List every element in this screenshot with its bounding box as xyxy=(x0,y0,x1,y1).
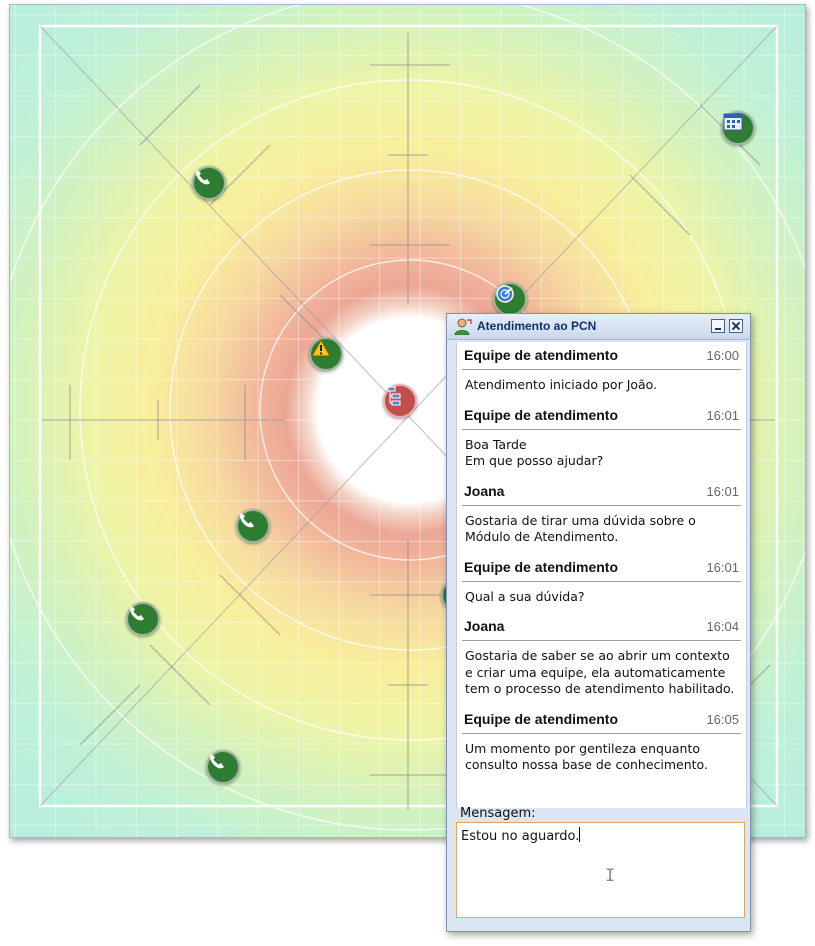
message-text: Boa Tarde Em que posso ajudar? xyxy=(465,436,604,468)
warning-marker[interactable] xyxy=(309,337,343,371)
close-button[interactable] xyxy=(729,319,743,333)
user-support-icon xyxy=(454,318,472,339)
message-sender: Equipe de atendimento xyxy=(464,406,619,423)
message xyxy=(457,554,746,614)
message-header xyxy=(462,342,741,370)
phone-marker-3[interactable] xyxy=(126,602,160,636)
phone-icon xyxy=(238,511,256,529)
phone-icon xyxy=(128,604,146,622)
ibeam-cursor-icon: I xyxy=(605,866,616,886)
message-sender: Equipe de atendimento xyxy=(464,710,619,727)
chat-titlebar[interactable] xyxy=(447,314,750,340)
message-time: 16:04 xyxy=(706,619,739,634)
message-time: 16:01 xyxy=(706,483,739,499)
message-header xyxy=(462,478,741,506)
message-input[interactable] xyxy=(456,822,745,918)
radar-marker[interactable] xyxy=(493,282,527,316)
message-time: 16:05 xyxy=(706,711,739,727)
phone-marker-4[interactable] xyxy=(206,750,240,784)
message xyxy=(457,478,746,554)
message-header xyxy=(462,706,741,734)
phone-marker-1[interactable] xyxy=(192,166,226,200)
chat-title: Atendimento ao PCN xyxy=(477,319,597,333)
message-text: Atendimento iniciado por João. xyxy=(465,377,658,392)
message xyxy=(457,613,746,706)
phone-icon xyxy=(194,168,212,186)
message-list[interactable] xyxy=(456,342,747,808)
message-header xyxy=(462,554,741,582)
message xyxy=(457,706,746,782)
message-sender: Joana xyxy=(464,482,505,499)
message-text: Um momento por gentileza enquanto consulto nossa base de conhecimento. xyxy=(465,740,708,772)
message-text: Qual a sua dúvida? xyxy=(465,588,585,604)
phone-icon xyxy=(208,752,226,770)
message-text: Gostaria de saber se ao abrir um contexto e criar uma equipe, ela automaticamente tem o processo de atendimento habilitado. xyxy=(465,648,735,696)
message-label: Mensagem: xyxy=(460,806,536,821)
message-sender: Joana xyxy=(464,618,505,634)
minimize-button[interactable] xyxy=(711,319,725,333)
radar-icon xyxy=(495,284,515,304)
message-time: 16:01 xyxy=(706,407,739,423)
phone-marker-2[interactable] xyxy=(236,509,270,543)
text-caret xyxy=(579,827,580,842)
message-time: 16:00 xyxy=(706,348,739,363)
message xyxy=(457,342,746,402)
hierarchy-icon xyxy=(385,386,403,406)
warning-icon xyxy=(311,339,331,357)
message-time: 16:01 xyxy=(706,559,739,575)
chat-window[interactable] xyxy=(446,313,751,932)
calendar-icon xyxy=(723,113,743,131)
message-text: Gostaria de tirar uma dúvida sobre o Módulo de Atendimento. xyxy=(465,512,696,544)
center-hierarchy-marker[interactable] xyxy=(383,384,417,418)
message-sender: Equipe de atendimento xyxy=(464,558,619,575)
message-header xyxy=(462,613,741,641)
message-header xyxy=(462,402,741,430)
calendar-marker[interactable] xyxy=(721,111,755,145)
message-input-value: Estou no aguardo. xyxy=(461,829,580,844)
message xyxy=(457,402,746,478)
message-sender: Equipe de atendimento xyxy=(464,347,619,363)
